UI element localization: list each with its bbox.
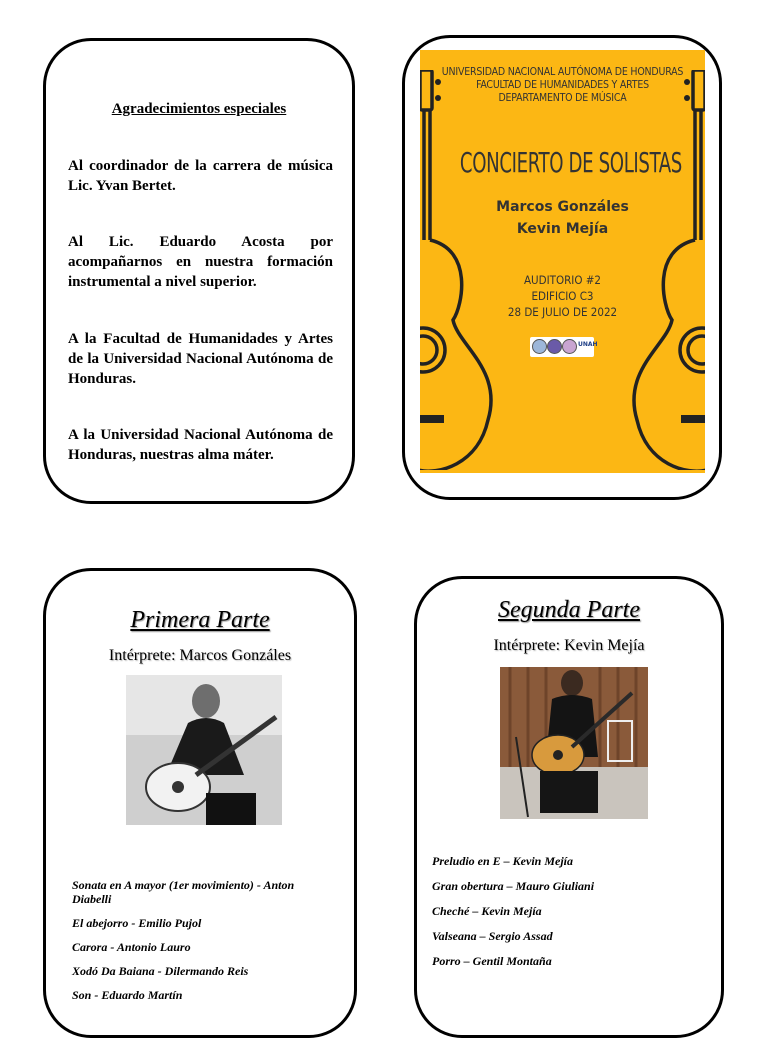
program-item: Xodó Da Baiana - Dilermando Reis <box>72 964 249 978</box>
program-item: Cheché – Kevin Mejía <box>432 904 542 918</box>
thanks-title: Agradecimientos especiales <box>111 101 287 117</box>
poster-building: EDIFICIO C3 <box>531 289 594 303</box>
part-two-title: Segunda Parte <box>498 597 640 623</box>
poster-performers <box>420 196 705 240</box>
program-item: Son - Eduardo Martín <box>72 988 183 1002</box>
part-one-performer: Intérprete: Marcos Gonzáles <box>108 647 292 664</box>
program-item: Preludio en E – Kevin Mejía <box>432 854 573 868</box>
poster-university: UNIVERSIDAD NACIONAL AUTÓNOMA DE HONDURAS <box>441 66 684 78</box>
part-two-card <box>414 576 724 1038</box>
program-item: Carora - Antonio Lauro <box>72 940 191 954</box>
poster-date: 28 DE JULIO DE 2022 <box>507 305 618 319</box>
left-guitar-illustration <box>420 70 498 470</box>
university-seal-logo <box>562 339 577 354</box>
program-item: Porro – Gentil Montaña <box>432 954 552 968</box>
part-one-program <box>72 878 322 1002</box>
performer-photo-kevin <box>500 667 648 819</box>
thanks-paragraph: Al Lic. Eduardo Acosta por acompañarnos en nuestra formación instrumental a nivel superior. <box>68 234 333 290</box>
unah-logo: UNAH <box>578 341 598 348</box>
poster-header <box>420 66 705 105</box>
department-logo <box>547 339 562 354</box>
program-item: Sonata en A mayor (1er movimiento) - Anton Diabelli <box>72 878 295 906</box>
program-item: Valseana – Sergio Assad <box>432 929 553 943</box>
poster-auditorium: AUDITORIO #2 <box>523 273 602 287</box>
part-two-program <box>432 854 692 968</box>
program-item: Gran obertura – Mauro Giuliani <box>432 879 595 893</box>
part-one-title: Primera Parte <box>130 607 270 633</box>
poster-department: DEPARTAMENTO DE MÚSICA <box>498 92 627 104</box>
faculty-logo <box>532 339 547 354</box>
poster-faculty: FACULTAD DE HUMANIDADES Y ARTES <box>476 79 649 91</box>
poster-title: CONCIERTO DE SOLISTAS <box>459 146 682 179</box>
program-item: El abejorro - Emilio Pujol <box>72 916 202 930</box>
institution-logos <box>530 337 598 357</box>
right-guitar-illustration <box>627 70 705 470</box>
poster-venue <box>420 272 705 320</box>
thanks-paragraph: Al coordinador de la carrera de música Lic. Yvan Bertet. <box>68 158 333 194</box>
part-one-card <box>43 568 357 1038</box>
performer-photo-marcos <box>126 675 282 825</box>
poster-performer-name: Kevin Mejía <box>516 221 609 237</box>
poster-performer-name: Marcos Gonzáles <box>496 199 629 215</box>
cover-card <box>402 35 722 500</box>
thanks-paragraph: A la Universidad Nacional Autónoma de Honduras, nuestras alma máter. <box>68 427 333 463</box>
part-two-performer: Intérprete: Kevin Mejía <box>493 637 645 654</box>
thanks-paragraph: A la Facultad de Humanidades y Artes de la Universidad Nacional Autónoma de Honduras. <box>68 331 333 387</box>
thanks-card <box>43 38 355 504</box>
concert-poster <box>420 50 705 473</box>
